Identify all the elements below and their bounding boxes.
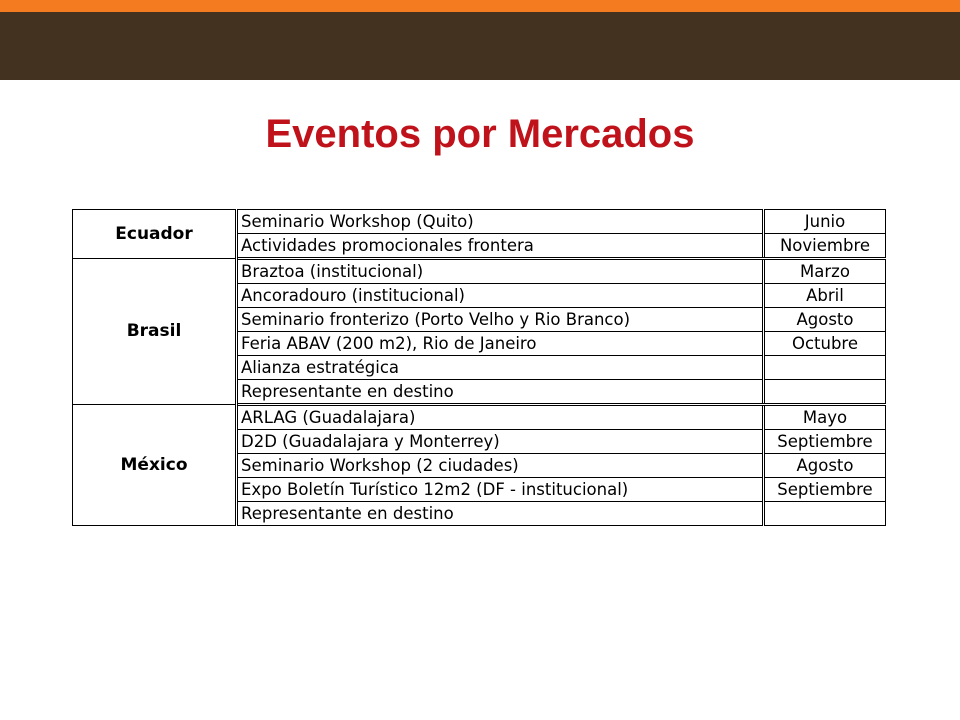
- event-cell: Representante en destino: [237, 380, 764, 405]
- event-cell: Braztoa (institucional): [237, 259, 764, 284]
- event-cell: Ancoradouro (institucional): [237, 284, 764, 308]
- event-cell: Representante en destino: [237, 502, 764, 526]
- event-cell: Seminario Workshop (2 ciudades): [237, 454, 764, 478]
- events-table: [72, 209, 886, 526]
- month-cell: Agosto: [764, 308, 886, 332]
- month-cell: Marzo: [764, 259, 886, 284]
- market-cell-ecuador: Ecuador: [73, 210, 237, 259]
- event-cell: D2D (Guadalajara y Monterrey): [237, 430, 764, 454]
- month-cell: Septiembre: [764, 478, 886, 502]
- month-cell: [764, 356, 886, 380]
- event-cell: Expo Boletín Turístico 12m2 (DF - institucional): [237, 478, 764, 502]
- market-cell-brasil: Brasil: [73, 259, 237, 405]
- market-cell-mexico: México: [73, 405, 237, 526]
- table-row: [73, 405, 886, 430]
- event-cell: Actividades promocionales frontera: [237, 234, 764, 259]
- month-cell: Mayo: [764, 405, 886, 430]
- month-cell: [764, 380, 886, 405]
- month-cell: Junio: [764, 210, 886, 234]
- event-cell: Seminario Workshop (Quito): [237, 210, 764, 234]
- event-cell: Alianza estratégica: [237, 356, 764, 380]
- header-band: [0, 12, 960, 80]
- month-cell: Noviembre: [764, 234, 886, 259]
- top-accent-stripe: [0, 0, 960, 12]
- event-cell: Feria ABAV (200 m2), Rio de Janeiro: [237, 332, 764, 356]
- month-cell: Septiembre: [764, 430, 886, 454]
- event-cell: ARLAG (Guadalajara): [237, 405, 764, 430]
- month-cell: Octubre: [764, 332, 886, 356]
- month-cell: [764, 502, 886, 526]
- event-cell: Seminario fronterizo (Porto Velho y Rio Branco): [237, 308, 764, 332]
- month-cell: Abril: [764, 284, 886, 308]
- slide-title: Eventos por Mercados: [265, 112, 695, 156]
- table-row: [73, 259, 886, 284]
- table-row: [73, 210, 886, 234]
- month-cell: Agosto: [764, 454, 886, 478]
